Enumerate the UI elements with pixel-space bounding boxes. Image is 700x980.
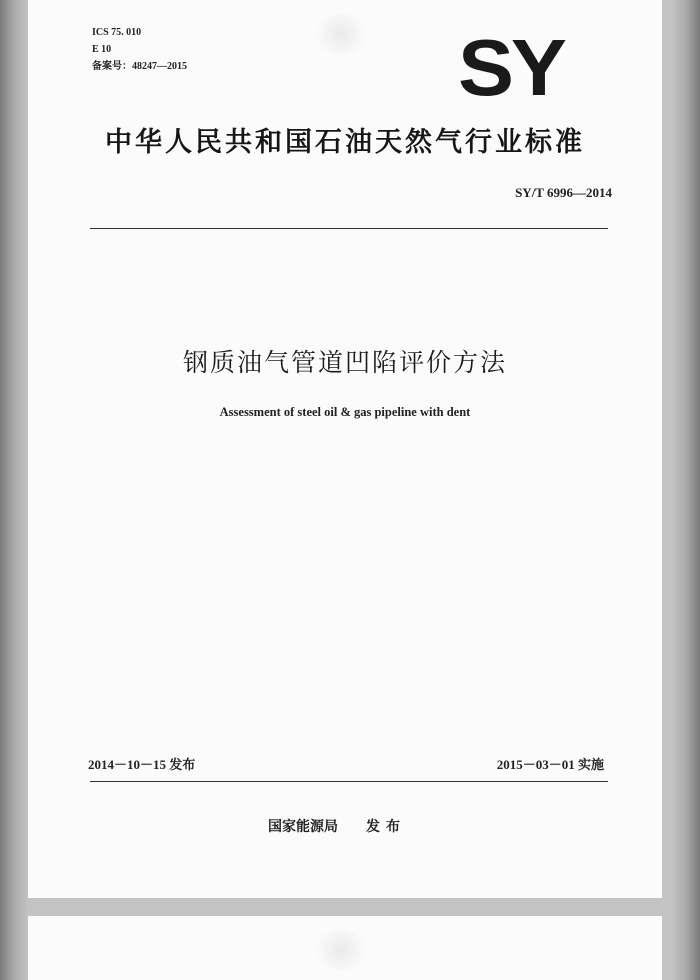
title-chinese: 钢质油气管道凹陷评价方法 bbox=[182, 348, 507, 377]
org-title: 中华人民共和国石油天然气行业标准 bbox=[105, 127, 585, 158]
publisher-name: 国家能源局 bbox=[268, 819, 338, 835]
next-page-preview bbox=[28, 916, 662, 980]
faint-stamp-mark bbox=[313, 14, 369, 54]
title-english: Assessment of steel oil & gas pipeline with dent bbox=[219, 405, 471, 419]
record-number: 备案号：48247—2015 bbox=[92, 61, 187, 72]
category-code: E 10 bbox=[92, 44, 112, 55]
top-divider bbox=[90, 228, 608, 229]
bottom-divider bbox=[90, 781, 608, 782]
classification-block bbox=[92, 24, 187, 75]
effective-date: 2015－03－01 实施 bbox=[496, 757, 604, 772]
standard-code: SY/T 6996—2014 bbox=[515, 185, 612, 200]
faint-stamp-mark bbox=[313, 930, 369, 970]
document-page bbox=[28, 0, 662, 898]
publisher-line bbox=[268, 816, 406, 836]
ics-code: ICS 75. 010 bbox=[92, 27, 142, 38]
issue-date: 2014－10－15 发布 bbox=[88, 757, 196, 772]
sy-logo: SY bbox=[458, 23, 564, 112]
publish-action: 发布 bbox=[366, 819, 406, 835]
